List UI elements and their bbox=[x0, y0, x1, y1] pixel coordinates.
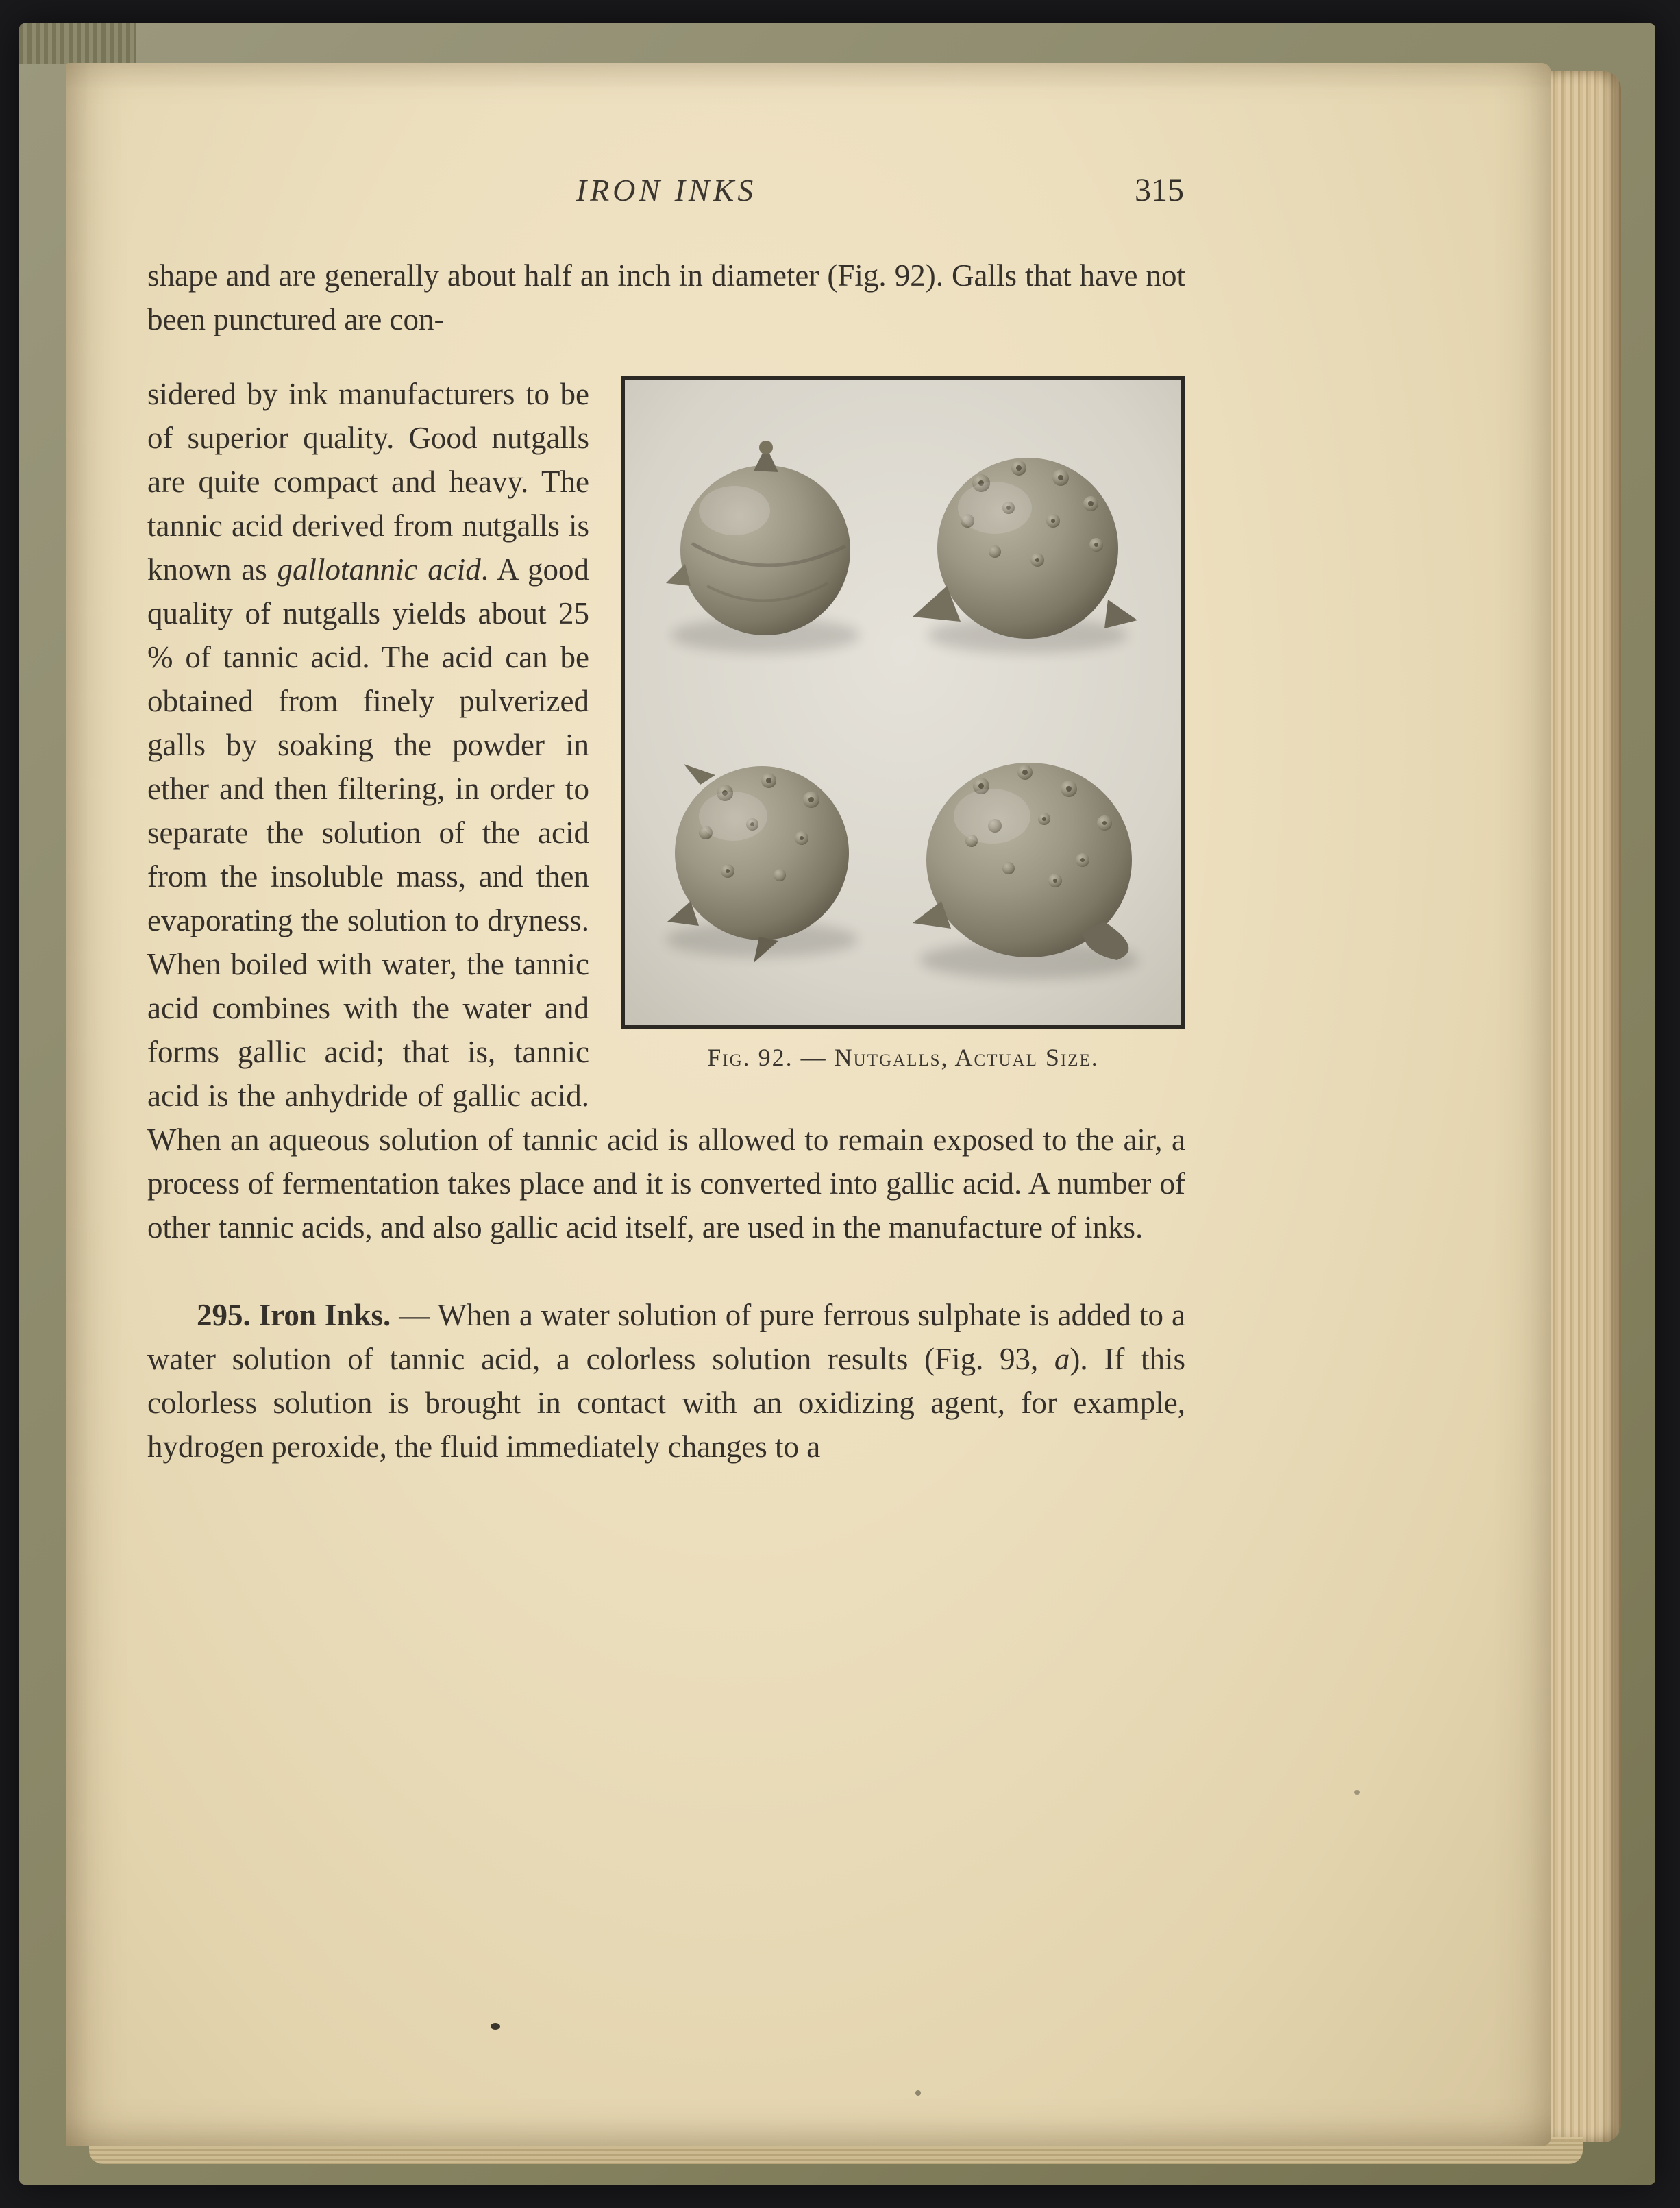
page-text-column bbox=[147, 169, 1185, 1499]
cover-frayed-corner bbox=[19, 23, 136, 64]
dust-speck bbox=[1354, 1790, 1360, 1795]
nutgalls-photo bbox=[625, 380, 1181, 1025]
paragraph-text: ). If this colorless solution is brought in contact with an oxidizing agent, for example, hydrogen peroxide, the fluid immediately changes to a bbox=[147, 1342, 1185, 1464]
paragraph-with-figure bbox=[147, 372, 1185, 1249]
italic-term-gallotannic-acid: gallotannic acid bbox=[277, 552, 481, 587]
figure-caption: Fig. 92. — Nutgalls, Actual Size. bbox=[707, 1044, 1099, 1071]
paragraph-section-295 bbox=[147, 1293, 1185, 1469]
paragraph-text: — bbox=[391, 1298, 438, 1332]
paragraph-text: sidered by ink manufacturers to be of superior quality. Good nutgalls are quite compact and heavy. The tannic acid derived from nutgalls is known as bbox=[147, 377, 589, 587]
section-heading-iron-inks: 295. Iron Inks. bbox=[197, 1298, 391, 1332]
running-header-title: IRON INKS bbox=[576, 173, 757, 208]
italic-fig-ref-a: a bbox=[1054, 1342, 1070, 1376]
paragraph-text: . A good quality of nutgalls yields about 25 % of tannic acid. The acid can be obtained from finely pulverized galls by soaking the powder in ether and then filtering, in order to separate the solution of the acid from the insoluble mass, and then evaporating the solution to dryness. When boiled with water, the tannic acid combines with the water and forms gallic acid; that is, tannic acid is the anhydride of gallic acid. When an aqueous solution of tannic acid is allowed to remain exposed to the air, a process of fermentation takes place and it is converted into gallic acid. A number of other tannic acids, and also gallic acid itself, are used in the manufacture of inks. bbox=[147, 552, 1185, 1244]
figure-92 bbox=[621, 376, 1185, 1072]
paragraph-text: shape and are generally about half an inch in diameter (Fig. 92). Galls that have not been punctured are con- bbox=[147, 258, 1185, 336]
figure-frame bbox=[621, 376, 1185, 1029]
page-stack-fore-edge bbox=[1550, 71, 1621, 2142]
paragraph-text: When a water solution of pure ferrous sulphate is added to a water solution of tannic acid, a colorless solution results (Fig. 93, bbox=[147, 1298, 1186, 1376]
page-number: 315 bbox=[1135, 172, 1184, 208]
dust-speck bbox=[491, 2023, 500, 2030]
dust-speck bbox=[915, 2090, 921, 2096]
running-header bbox=[147, 169, 1185, 222]
paragraph-continuation-intro bbox=[147, 254, 1185, 341]
